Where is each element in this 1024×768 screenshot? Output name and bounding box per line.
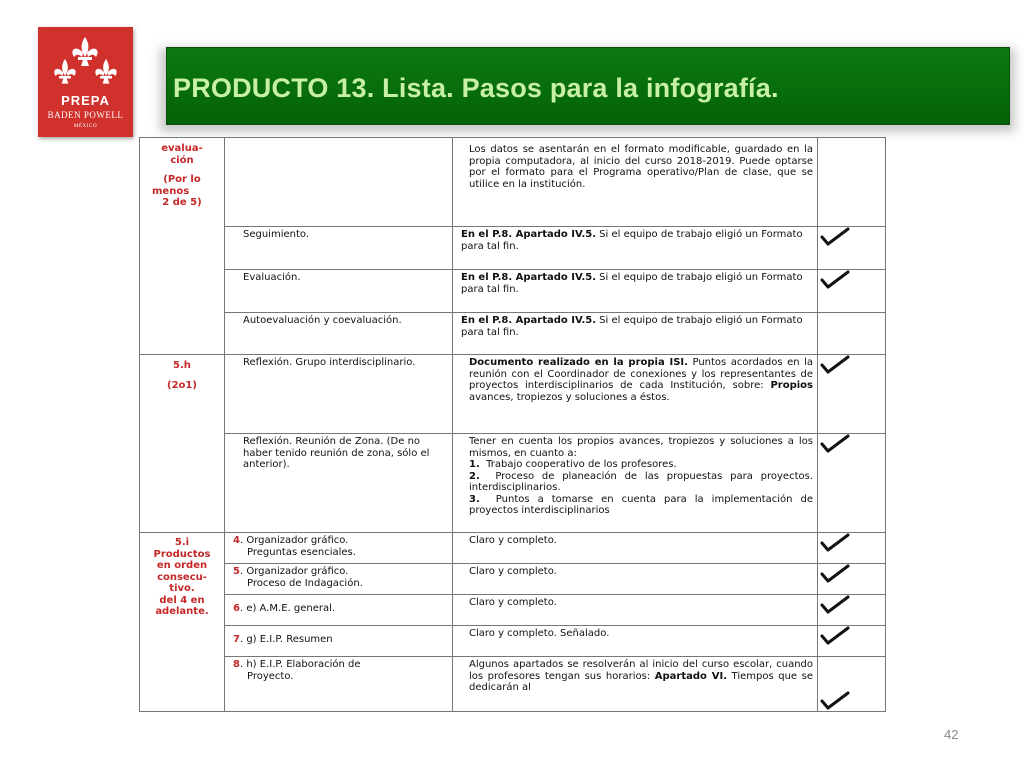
- list-number: 1.: [469, 459, 480, 470]
- description-cell: [453, 434, 818, 533]
- description-text: Si el equipo de trabajo eligió un Formato para tal fin.: [461, 315, 803, 338]
- description-bold: Apartado VI.: [654, 670, 727, 682]
- section-label: tivo.: [169, 583, 195, 594]
- item-cell: [225, 434, 453, 533]
- table-row: [140, 626, 886, 657]
- checkmark-icon: [820, 691, 850, 711]
- list-item: [469, 459, 813, 471]
- checkmark-icon: [820, 533, 850, 553]
- list-text: Puntos a tomarse en cuenta para la implementación de proyectos interdisciplinarios: [469, 493, 813, 516]
- check-cell: [818, 595, 886, 626]
- item-text: . e) A.M.E. general.: [239, 603, 336, 614]
- check-cell: [818, 657, 886, 712]
- item-cell: [225, 313, 453, 355]
- section-cell-5i: [140, 533, 225, 712]
- item-number: 7: [233, 634, 240, 645]
- table-row: [140, 533, 886, 564]
- item-cell: [225, 533, 453, 564]
- item-number: 6: [233, 603, 240, 614]
- check-cell: [818, 626, 886, 657]
- checkmark-icon: [820, 626, 850, 646]
- description-cell: [453, 564, 818, 595]
- list-number: 3.: [469, 493, 480, 505]
- description-text: avances, tropiezos y soluciones a éstos.: [469, 391, 670, 403]
- description-cell: [453, 626, 818, 657]
- school-logo: [38, 27, 133, 137]
- checklist-table: [139, 137, 886, 712]
- section-label: en orden: [156, 560, 208, 571]
- slide-title: PRODUCTO 13. Lista. Pasos para la infografía.: [173, 73, 779, 103]
- checkmark-icon: [820, 355, 850, 375]
- check-cell: [818, 355, 886, 434]
- checkmark-icon: [820, 227, 850, 247]
- item-cell: [225, 564, 453, 595]
- check-cell: [818, 227, 886, 270]
- logo-line1: BADEN POWELL: [47, 110, 124, 120]
- section-label: ción: [170, 154, 194, 166]
- checkmark-icon: [820, 595, 850, 615]
- section-label: adelante.: [155, 606, 209, 617]
- title-banner: [166, 47, 1010, 125]
- item-text: Preguntas esenciales.: [247, 546, 356, 558]
- checkmark-icon: [820, 434, 850, 454]
- description-bold: En el P.8. Apartado IV.5.: [461, 315, 596, 326]
- page-number: 42: [944, 727, 959, 742]
- item-cell: [225, 270, 453, 313]
- description-text: Claro y completo.: [469, 566, 557, 577]
- description-cell: [453, 270, 818, 313]
- item-text: Proceso de Indagación.: [247, 577, 363, 589]
- description-text: Claro y completo. Señalado.: [469, 628, 610, 639]
- table-row: [140, 313, 886, 355]
- description-cell: [453, 313, 818, 355]
- section-cell-evaluacion: [140, 138, 225, 355]
- description-bold: Documento realizado en la propia ISI.: [469, 357, 688, 368]
- list-text: Trabajo cooperativo de los profesores.: [486, 459, 677, 470]
- item-text: Reflexión. Reunión de Zona. (De no haber tenido reunión de zona, sólo el anterior).: [243, 436, 430, 470]
- description-cell: [453, 533, 818, 564]
- section-label: menos: [152, 185, 190, 197]
- item-cell: [225, 355, 453, 434]
- item-number: 5: [233, 566, 240, 577]
- table-row: [140, 434, 886, 533]
- item-cell: [225, 626, 453, 657]
- list-item: [469, 494, 813, 517]
- section-cell-5h: [140, 355, 225, 533]
- description-text: Puntos acordados en la reunión con el Coordinador de conexiones y los representantes de proyectos interdisciplinarios de cada Institución, sobre:: [469, 357, 813, 391]
- description-bold: En el P.8. Apartado IV.5.: [461, 272, 596, 283]
- item-text: . g) E.I.P. Resumen: [239, 634, 333, 645]
- section-label: Productos: [153, 548, 211, 560]
- item-text: Evaluación.: [243, 272, 301, 283]
- description-text: Tiempos que se dedicarán al: [469, 670, 813, 693]
- check-cell: [818, 533, 886, 564]
- description-text: Los datos se asentarán en el formato modificable, guardado en la propia computadora, al inicio del curso 2018-2019. Puede optarse por el formato para el Programa operativo/Plan de clase, que se utilice en la institución.: [469, 144, 813, 190]
- table-row: [140, 564, 886, 595]
- table-row: [140, 138, 886, 227]
- table-row: [140, 270, 886, 313]
- item-text: Reflexión. Grupo interdisciplinario.: [243, 357, 416, 368]
- logo-line2: MÉXICO: [73, 124, 98, 129]
- table-row: [140, 355, 886, 434]
- checkmark-icon: [820, 270, 850, 290]
- check-cell: [818, 270, 886, 313]
- description-text: Si el equipo de trabajo eligió un Formato para tal fin.: [461, 229, 803, 252]
- section-label: del 4 en: [159, 594, 205, 606]
- item-cell: [225, 595, 453, 626]
- description-cell: [453, 138, 818, 227]
- table-row: [140, 657, 886, 712]
- check-cell: [818, 434, 886, 533]
- item-number: 4: [233, 535, 240, 546]
- description-cell: [453, 355, 818, 434]
- description-text: Claro y completo.: [469, 535, 557, 546]
- section-code: 5.i: [174, 537, 190, 548]
- section-label: (Por lo: [163, 174, 201, 185]
- list-item: [469, 471, 813, 494]
- table-row: [140, 595, 886, 626]
- item-cell: [225, 227, 453, 270]
- check-cell: [818, 313, 886, 355]
- item-text: . h) E.I.P. Elaboración de: [239, 659, 361, 670]
- description-text: Tener en cuenta los propios avances, tropiezos y soluciones a los mismos, en cuanto a:: [469, 436, 813, 459]
- description-text: Claro y completo.: [469, 597, 557, 608]
- list-number: 2.: [469, 470, 480, 482]
- check-cell: [818, 138, 886, 227]
- item-text: . Organizador gráfico.: [239, 535, 349, 546]
- item-text: Autoevaluación y coevaluación.: [243, 315, 402, 326]
- section-code: 5.h: [173, 360, 191, 371]
- description-bold: Propios: [770, 380, 813, 391]
- description-text: Si el equipo de trabajo eligió un Formato para tal fin.: [461, 272, 803, 295]
- checkmark-icon: [820, 564, 850, 584]
- description-cell: [453, 227, 818, 270]
- check-cell: [818, 564, 886, 595]
- section-label: 2 de 5): [162, 197, 202, 208]
- item-cell: [225, 138, 453, 227]
- item-cell: [225, 657, 453, 712]
- description-cell: [453, 595, 818, 626]
- section-label: consecu-: [157, 571, 207, 583]
- item-number: 8: [233, 659, 240, 670]
- logo-name: PREPA: [61, 93, 110, 108]
- item-text: Proyecto.: [247, 670, 294, 682]
- section-label: evalua-: [161, 143, 203, 154]
- item-text: . Organizador gráfico.: [239, 566, 349, 577]
- table-row: [140, 227, 886, 270]
- description-text: Algunos apartados se resolverán al inicio del curso escolar, cuando los profesores tengan sus horarios:: [469, 659, 813, 682]
- fleur-de-lis-icon: [38, 35, 133, 93]
- list-text: Proceso de planeación de las propuestas para proyectos. interdisciplinarios.: [469, 470, 814, 493]
- description-bold: En el P.8. Apartado IV.5.: [461, 229, 596, 240]
- item-text: Seguimiento.: [243, 229, 310, 240]
- section-note: (2o1): [167, 379, 197, 391]
- description-cell: [453, 657, 818, 712]
